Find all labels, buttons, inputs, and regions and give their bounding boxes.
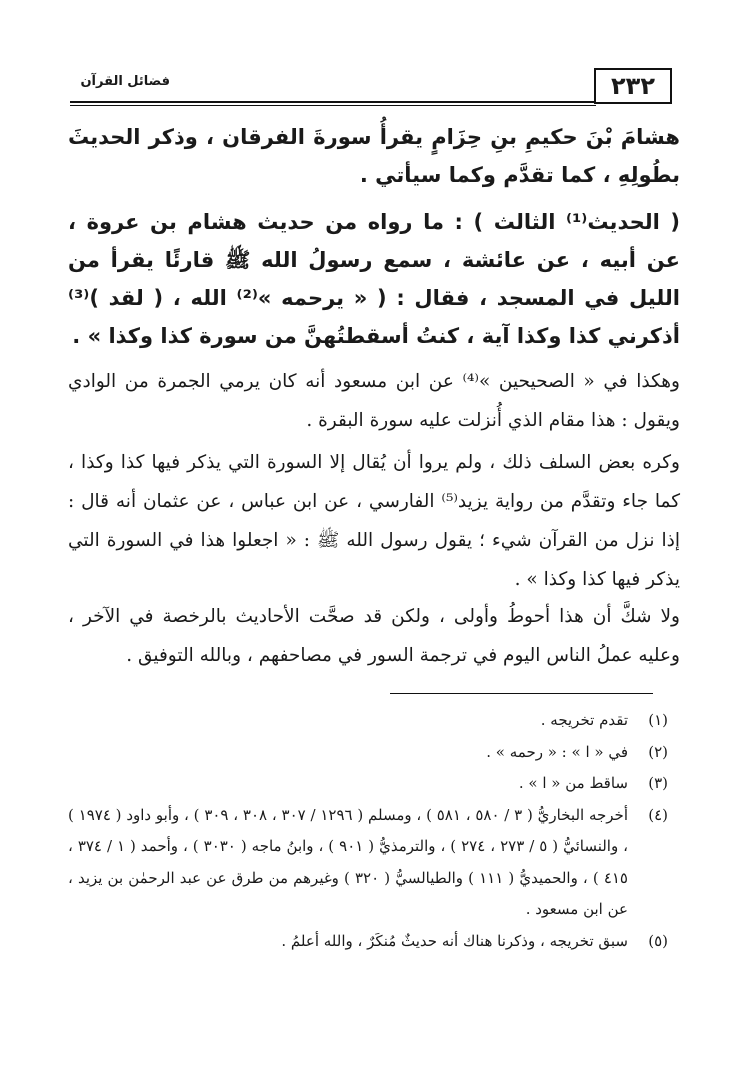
header-rule-thin: [70, 105, 596, 106]
body-paragraph-4-block: [68, 443, 680, 599]
footnote-separator: [390, 693, 653, 694]
page-number-box: [594, 68, 672, 104]
footnote-item: [68, 926, 668, 958]
body-paragraph-3-block: [68, 362, 680, 440]
footnote-item: [68, 705, 668, 737]
footnote-text: في « ا » : « رحمه » .: [486, 742, 628, 761]
footnote-text: سبق تخريجه ، وذكرنا هناك أنه حديثٌ مُنكَرٌ ، والله أعلمُ .: [281, 931, 628, 950]
page-number: ٢٣٢: [611, 72, 655, 100]
footnote-number: (٥): [648, 931, 668, 950]
body-paragraph: وهكذا في « الصحيحين »⁽⁴⁾ عن ابن مسعود أنه كان يرمي الجمرة من الوادي ويقول : هذا مقام الذي أُنزلت عليه سورة البقرة .: [68, 371, 680, 431]
body-paragraph: وكره بعض السلف ذلك ، ولم يروا أن يُقال إلا السورة التي يذكر فيها كذا وكذا ، كما جاء وتقدَّم من رواية يزيد⁽⁵⁾ الفارسي ، عن ابن عباس ، عن عثمان أنه قال : إذا نزل من القرآن شيء ؛ يقول رسول الله ﷺ : « اجعلوا هذا في السورة التي يذكر فيها كذا وكذا » .: [68, 452, 681, 590]
footnotes: [68, 705, 668, 957]
footnote-number: (٣): [648, 774, 668, 792]
footnote-text: أخرجه البخاريُّ ( ٣ / ٥٨٠ ، ٥٨١ ) ، ومسلم ( ١٢٩٦ / ٣٠٧ ، ٣٠٨ ، ٣٠٩ ) ، وأبو داود ( ١٩٧٤ ) ، والنسائيُّ ( ٥ / ٢٧٣ ، ٢٧٤ ) ، والترمذيُّ ( ٩٠١ ) ، وابنُ ماجه ( ٣٠٣٠ ) ، وأحمد ( ١ / ٣٧٤ ، ٤١٥ ) ، والحميديُّ ( ١١١ ) والطيالسيُّ ( ٣٢٠ ) وغيرهم من طرق عن عبد الرحمٰن بن يزيد ، عن ابن مسعود .: [68, 805, 629, 918]
body-paragraph: ولا شكَّ أن هذا أحوطُ وأولى ، ولكن قد صحَّت الأحاديث بالرخصة في الآخر ، وعليه عملُ الناس اليوم في ترجمة السور في مصاحفهم ، وبالله التوفيق .: [68, 606, 680, 666]
footnote-item: [68, 768, 668, 800]
footnote-number: (٢): [648, 742, 668, 761]
footnote-item: [68, 800, 668, 926]
body-paragraph-5-block: [68, 597, 680, 675]
header-rule: [70, 101, 596, 103]
footnote-text: ساقط من « ا » .: [518, 774, 628, 792]
body-paragraph-1-block: [68, 118, 680, 194]
body-paragraph: هشامَ بْنَ حكيمِ بنِ حِزَامٍ يقرأُ سورةَ الفرقان ، وذكر الحديثَ بطُولِهِ ، كما تقدَّم وكما سيأتي .: [68, 125, 680, 187]
body-paragraph-2-block: [68, 203, 680, 355]
footnote-number: (٤): [648, 805, 668, 824]
footnote-text: تقدم تخريجه .: [540, 711, 628, 729]
running-title: فضائل القرآن: [80, 74, 170, 89]
footnote-item: [68, 737, 668, 769]
footnote-number: (١): [648, 711, 668, 729]
body-paragraph: ( الحديث⁽¹⁾ الثالث ) : ما رواه من حديث هشام بن عروة ، عن أبيه ، عن عائشة ، سمع رسولُ الله ﷺ قارئًا يقرأ من الليل في المسجد ، فقال : ( « يرحمه »⁽²⁾ الله ، ( لقد )⁽³⁾ أذكرني كذا وكذا آية ، كنتُ أسقطتُهنَّ من سورة كذا وكذا » .: [68, 210, 680, 348]
